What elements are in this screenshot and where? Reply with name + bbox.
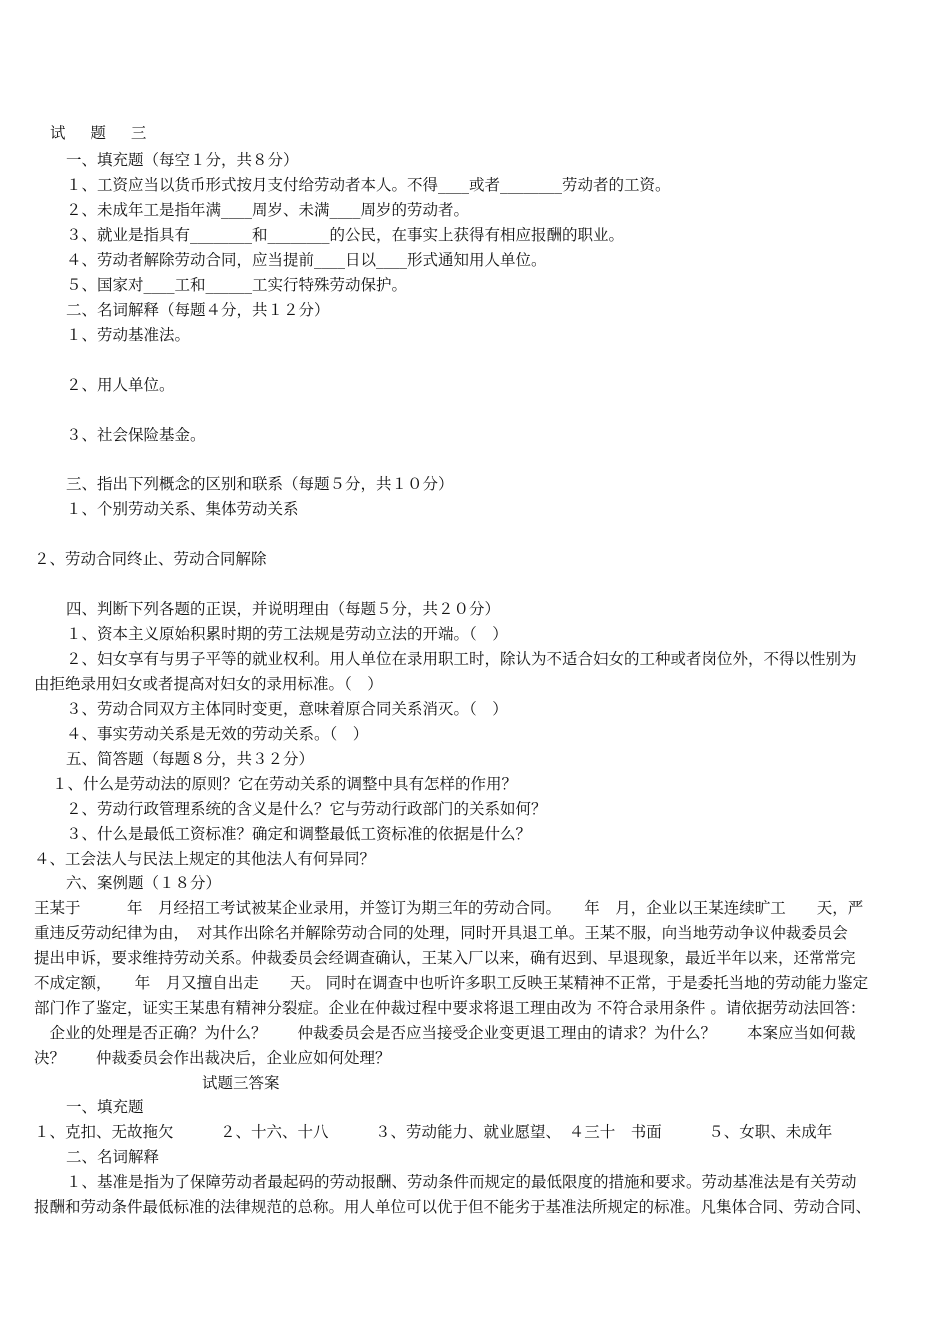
question-item: １、工资应当以货币形式按月支付给劳动者本人。不得____或者________劳动者的工资。 (66, 176, 671, 194)
question-item: ４、事实劳动关系是无效的劳动关系。（ ） (66, 725, 369, 743)
section-heading-judgement: 四、判断下列各题的正误，并说明理由（每题５分，共２０分） (66, 600, 501, 618)
question-item: １、资本主义原始积累时期的劳工法规是劳动立法的开端。（ ） (66, 625, 508, 643)
question-item: ２、未成年工是指年满____周岁、未满____周岁的劳动者。 (66, 201, 470, 219)
answers-fill-line: １、克扣、无故拖欠 ２、十六、十八 ３、劳动能力、就业愿望、 ４三十 书面 ５、女职、未成年 (34, 1123, 833, 1141)
case-text-line: 提出申诉，要求维持劳动关系。仲裁委员会经调查确认，王某入厂以来，确有迟到、早退现象，最近半年以来，还常常完 (34, 949, 856, 967)
case-text-line: 决？ 仲裁委员会作出裁决后，企业应如何处理？ (34, 1049, 391, 1067)
answers-definition-line: １、基准是指为了保障劳动者最起码的劳动报酬、劳动条件而规定的最低限度的措施和要求。劳动基准法是有关劳动 (66, 1173, 857, 1191)
case-text-line: 重违反劳动纪律为由， 对其作出除名并解除劳动合同的处理，同时开具退工单。王某不服，向当地劳动争议仲裁委员会 (34, 924, 848, 942)
question-item: ２、劳动行政管理系统的含义是什么？它与劳动行政部门的关系如何？ (66, 800, 547, 818)
answers-definition-line: 报酬和劳动条件最低标准的法律规范的总称。用人单位可以优于但不能劣于基准法所规定的标准。凡集体合同、劳动合同、 (34, 1198, 872, 1216)
question-item: ２、妇女享有与男子平等的就业权利。用人单位在录用职工时，除认为不适合妇女的工种或者岗位外，不得以性别为 (66, 650, 857, 668)
question-item: １、什么是劳动法的原则？它在劳动关系的调整中具有怎样的作用？ (52, 775, 518, 793)
question-item: ３、社会保险基金。 (66, 426, 206, 444)
question-item-continued: 由拒绝录用妇女或者提高对妇女的录用标准。（ ） (34, 675, 383, 693)
question-item: １、个别劳动关系、集体劳动关系 (66, 500, 299, 518)
section-heading-short-answer: 五、简答题（每题８分，共３２分） (66, 750, 315, 768)
case-text-line: 部门作了鉴定，证实王某患有精神分裂症。企业在仲裁过程中要求将退工理由改为 不符合录用条件 。请依据劳动法回答： (34, 999, 866, 1017)
question-item: ２、用人单位。 (66, 376, 175, 394)
section-heading-case: 六、案例题（１８分） (66, 874, 222, 892)
answers-heading-fill: 一、填充题 (66, 1098, 144, 1116)
question-item: ４、工会法人与民法上规定的其他法人有何异同？ (34, 850, 376, 868)
case-text-line: 企业的处理是否正确？为什么？ 仲裁委员会是否应当接受企业变更退工理由的请求？为什么？ 本案应当如何裁 (34, 1024, 856, 1042)
answers-title: 试题三答案 (202, 1074, 280, 1092)
question-item: ４、劳动者解除劳动合同，应当提前____日以____形式通知用人单位。 (66, 251, 547, 269)
section-heading-compare: 三、指出下列概念的区别和联系（每题５分，共１０分） (66, 475, 454, 493)
answers-heading-definitions: 二、名词解释 (66, 1148, 160, 1166)
question-item: ３、什么是最低工资标准？确定和调整最低工资标准的依据是什么？ (66, 825, 532, 843)
question-item: ２、劳动合同终止、劳动合同解除 (34, 550, 267, 568)
exam-title: 试 题 三 (50, 124, 157, 142)
section-heading-definitions: 二、名词解释（每题４分，共１２分） (66, 301, 330, 319)
question-item: ３、就业是指具有________和________的公民，在事实上获得有相应报酬的职业。 (66, 226, 625, 244)
case-text-line: 王某于 年 月经招工考试被某企业录用，并签订为期三年的劳动合同。 年 月，企业以王某连续旷工 天，严 (34, 899, 864, 917)
question-item: １、劳动基准法。 (66, 326, 191, 344)
question-item: ５、国家对____工和______工实行特殊劳动保护。 (66, 276, 408, 294)
question-item: ３、劳动合同双方主体同时变更，意味着原合同关系消灭。（ ） (66, 700, 508, 718)
case-text-line: 不成定额， 年 月又擅自出走 天。 同时在调查中也听许多职工反映王某精神不正常，于是委托当地的劳动能力鉴定 (34, 974, 869, 992)
section-heading-fill: 一、填充题（每空１分，共８分） (66, 151, 299, 169)
